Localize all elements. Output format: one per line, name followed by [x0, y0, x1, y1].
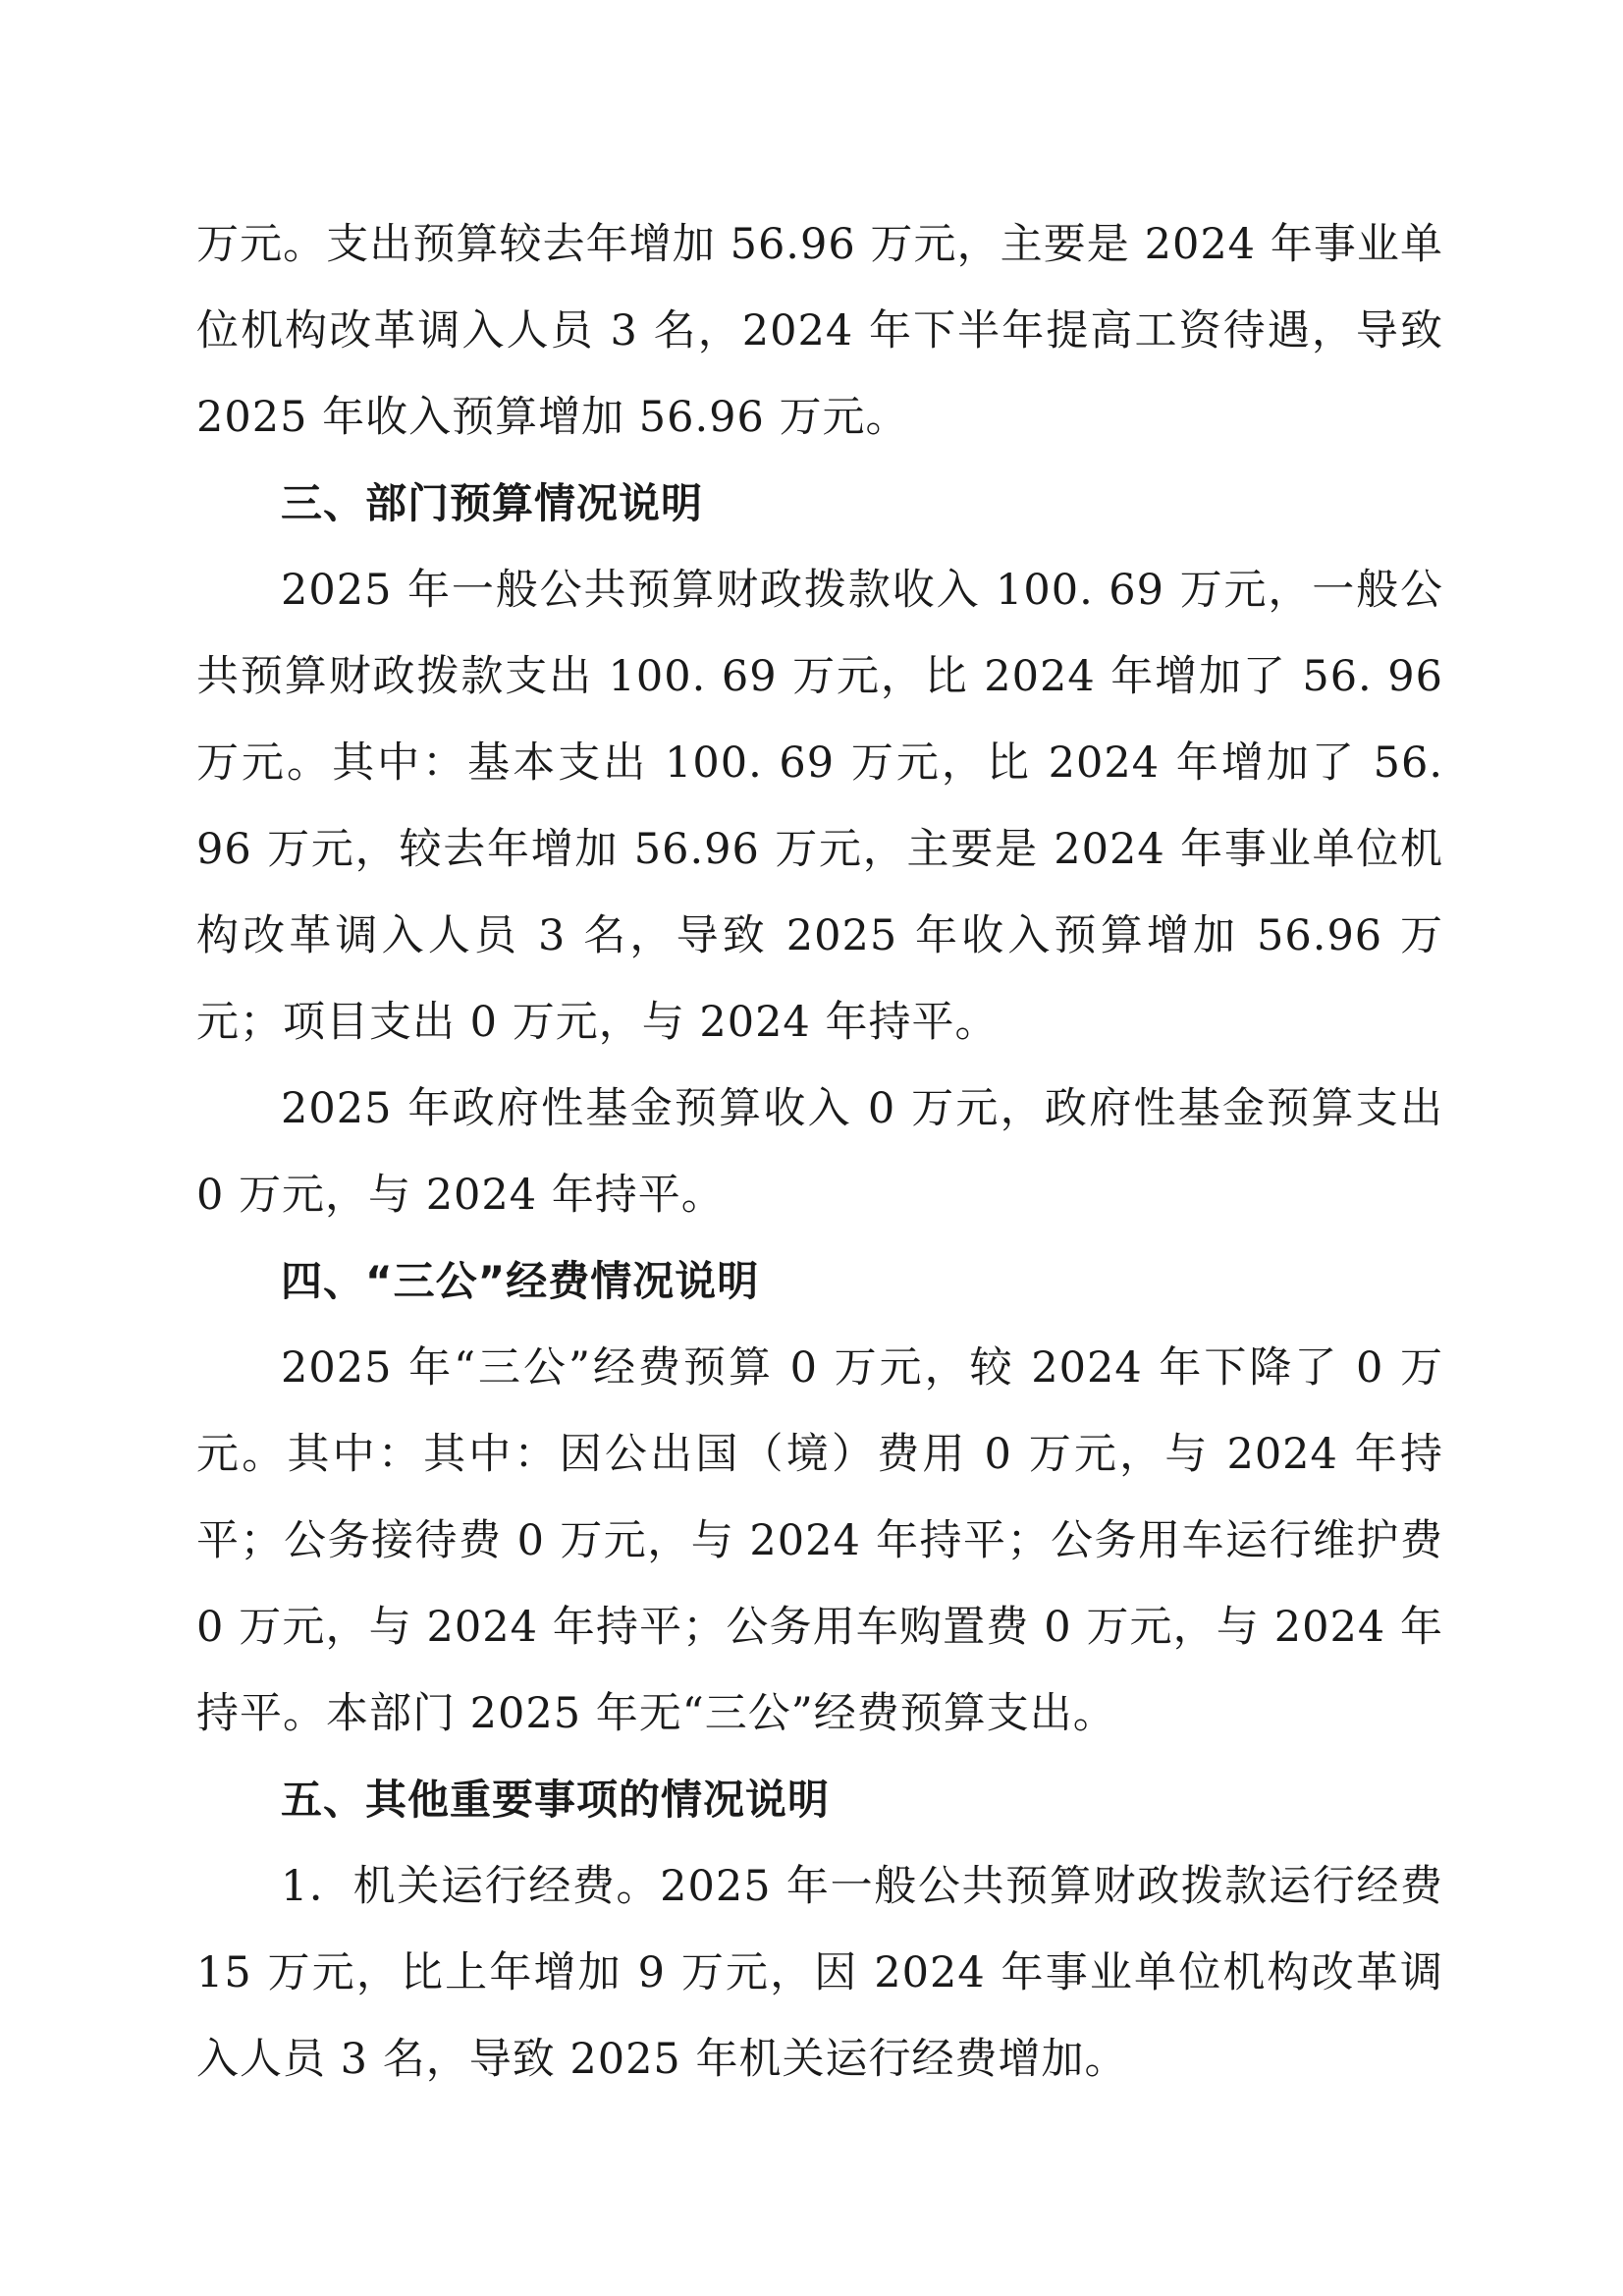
paragraph-three-public-expenses: 2025 年“三公”经费预算 0 万元，较 2024 年下降了 0 万元。其中：其中：因公出国（境）费用 0 万元，与 2024 年持平；公务接待费 0 万元，与 2024 年持平；公务用车运行维护费 0 万元，与 2024 年持平；公务用车购置费 0 万元，与 2024 年持平。本部门 2025 年无“三公”经费预算支出。	[196, 1343, 1443, 1738]
section-heading-3: 三、部门预算情况说明	[281, 479, 704, 527]
paragraph-expenditure-change: 万元。支出预算较去年增加 56.96 万元，主要是 2024 年事业单位机构改革调入人员 3 名，2024 年下半年提高工资待遇，导致 2025 年收入预算增加 56.96 万元。	[196, 220, 1443, 442]
paragraph-general-budget: 2025 年一般公共预算财政拨款收入 100. 69 万元，一般公共预算财政拨款支出 100. 69 万元，比 2024 年增加了 56. 96 万元。其中：基本支出 100. 69 万元，比 2024 年增加了 56. 96 万元，较去年增加 56.96 万元，主要是 2024 年事业单位机构改革调入人员 3 名，导致 2025 年收入预算增加 56.96 万元；项目支出 0 万元，与 2024 年持平。	[196, 566, 1443, 1047]
section-heading-5: 五、其他重要事项的情况说明	[281, 1776, 831, 1824]
section-heading-4: 四、“三公”经费情况说明	[281, 1257, 760, 1305]
paragraph-government-fund: 2025 年政府性基金预算收入 0 万元，政府性基金预算支出 0 万元，与 2024 年持平。	[196, 1084, 1443, 1220]
document-body	[196, 201, 1443, 2103]
paragraph-operating-expenses: 1．机关运行经费。2025 年一般公共预算财政拨款运行经费 15 万元，比上年增加 9 万元，因 2024 年事业单位机构改革调入人员 3 名，导致 2025 年机关运行经费增加。	[196, 1862, 1443, 2084]
